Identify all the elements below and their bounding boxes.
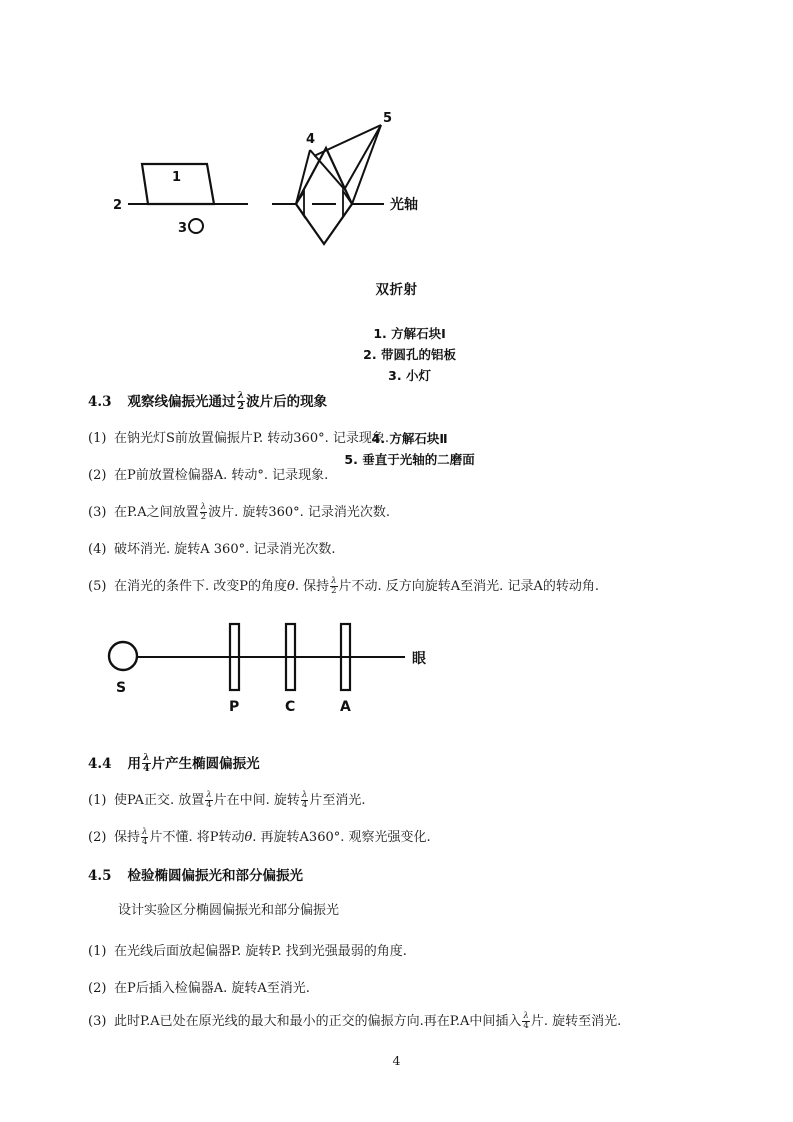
lamp-circle [189, 219, 203, 233]
item-4-4-1 [88, 789, 365, 809]
figure1-legend-item-1: 1. 方解石块Ⅰ [373, 326, 446, 341]
fraction-lambda-4-item441b: $\frac{\lambda}{4}$ [301, 790, 308, 810]
section-heading-4-3 [88, 390, 327, 412]
figure-double-refraction [0, 108, 793, 258]
item-4-3-5-label: (5) [88, 579, 107, 594]
item-4-4-2-theta: θ [244, 830, 253, 845]
figure2-label-A: A [340, 699, 351, 715]
fraction-lambda-2-item433: $\frac{\lambda}{2}$ [200, 502, 207, 522]
section-title-4-5: 检验椭圆偏振光和部分偏振光 [127, 868, 303, 884]
section-title-4-4-before: 用 [127, 756, 141, 772]
figure1-label-optic-axis: 光轴 [390, 197, 418, 213]
fraction-lambda-2-item435: $\frac{\lambda}{2}$ [331, 576, 337, 596]
section-4-5-intro: 设计实验区分椭圆偏振光和部分偏振光 [118, 903, 340, 918]
item-4-5-1 [88, 940, 407, 959]
figure1-label-4: 4 [306, 132, 316, 147]
item-4-5-2 [88, 977, 310, 996]
section-number-4-3: 4.3 [88, 394, 112, 410]
figure1-legend-item-5: 5. 垂直于光轴的二磨面 [344, 452, 475, 467]
figure1-legend-item-3: 3. 小灯 [388, 368, 431, 383]
section-number-4-4: 4.4 [88, 756, 112, 772]
item-4-5-3-text-before: 此时P.A已处在原光线的最大和最小的正交的偏振方向.再在P.A中间插入 [114, 1014, 522, 1029]
item-4-5-3-label: (3) [88, 1014, 107, 1029]
page-number: 4 [392, 1053, 401, 1068]
item-4-5-2-label: (2) [88, 981, 107, 996]
section-title-4-4-after: 片产生椭圆偏振光 [151, 756, 260, 772]
item-4-3-4-label: (4) [88, 542, 107, 557]
item-4-3-2-text: 在P前放置检偏器A. 转动°. 记录现象. [114, 468, 329, 483]
item-4-5-1-label: (1) [88, 944, 107, 959]
fraction-lambda-2-head43: $\frac{\lambda}{2}$ [237, 390, 245, 413]
item-4-5-1-text: 在光线后面放起偏器P. 旋转P. 找到光强最弱的角度. [114, 944, 407, 959]
section-title-4-3-before: 观察线偏振光通过 [127, 394, 236, 410]
item-4-3-3-text-before: 在P.A之间放置 [114, 505, 199, 520]
figure1-legend-item-2: 2. 带圆孔的铝板 [363, 347, 456, 362]
item-4-3-1 [88, 427, 389, 446]
item-4-3-3-label: (3) [88, 505, 107, 520]
item-4-5-3-text-after: 片. 旋转至消光. [530, 1014, 622, 1029]
figure-double-refraction-svg [0, 108, 793, 258]
edge-apex4-left [296, 150, 310, 204]
item-4-4-1-label: (1) [88, 793, 107, 808]
figure2-label-eye: 眼 [412, 651, 426, 667]
figure1-label-2: 2 [113, 198, 123, 213]
light-source-circle [109, 642, 137, 670]
item-4-5-2-text: 在P后插入检偏器A. 旋转A至消光. [114, 981, 310, 996]
item-4-4-2 [88, 826, 431, 846]
item-4-3-5-text-middle: . 保持 [294, 579, 330, 594]
figure1-caption: 双折射 [375, 282, 418, 298]
section-number-4-5: 4.5 [88, 868, 112, 884]
figure1-label-5: 5 [383, 111, 393, 126]
item-4-5-3 [88, 1010, 621, 1030]
figure2-label-P: P [229, 699, 240, 715]
item-4-4-2-text-before: 保持 [114, 830, 141, 845]
item-4-3-5-text-after: 片不动. 反方向旋转A至消光. 记录A的转动角. [338, 579, 599, 594]
item-4-3-5-text-before: 在消光的条件下. 改变P的角度 [114, 579, 288, 594]
fraction-lambda-4-item453: $\frac{\lambda}{4}$ [523, 1011, 529, 1031]
item-4-3-1-text: 在钠光灯S前放置偏振片P. 转动360°. 记录现象. [114, 431, 389, 446]
figure1-legend-item-4: 4. 方解石块Ⅱ [371, 431, 448, 446]
item-4-3-4 [88, 538, 336, 557]
item-4-3-2-label: (2) [88, 468, 107, 483]
figure1-label-3: 3 [178, 221, 188, 236]
figure2-label-C: C [285, 699, 296, 715]
fraction-lambda-4-item442: $\frac{\lambda}{4}$ [142, 827, 148, 847]
figure-polariscope-svg [100, 612, 460, 717]
section-heading-4-4 [88, 752, 260, 774]
item-4-3-5 [88, 575, 599, 595]
item-4-4-2-text-middle: 片不懂. 将P转动 [149, 830, 245, 845]
item-4-4-1-text-before: 使PA正交. 放置 [114, 793, 205, 808]
figure2-label-S: S [116, 680, 127, 696]
ray-to-5-b [344, 125, 381, 190]
item-4-3-3-text-after: 波片. 旋转360°. 记录消光次数. [208, 505, 391, 520]
item-4-3-5-theta: θ [287, 579, 295, 594]
item-4-3-2 [88, 464, 328, 483]
item-4-3-3 [88, 501, 390, 521]
figure-polariscope [100, 612, 460, 717]
section-heading-4-5 [88, 864, 303, 884]
item-4-4-1-text-after: 片至消光. [309, 793, 366, 808]
section-title-4-3-after: 波片后的现象 [246, 394, 328, 410]
item-4-3-1-label: (1) [88, 431, 107, 446]
figure1-label-1: 1 [172, 170, 182, 185]
item-4-4-1-text-middle: 片在中间. 旋转 [213, 793, 300, 808]
item-4-4-2-label: (2) [88, 830, 107, 845]
fraction-lambda-4-item441a: $\frac{\lambda}{4}$ [206, 790, 212, 810]
item-4-4-2-text-after: . 再旋转A360°. 观察光强变化. [252, 830, 431, 845]
fraction-lambda-4-head44: $\frac{\lambda}{4}$ [143, 752, 150, 775]
item-4-3-4-text: 破坏消光. 旋转A 360°. 记录消光次数. [114, 542, 336, 557]
